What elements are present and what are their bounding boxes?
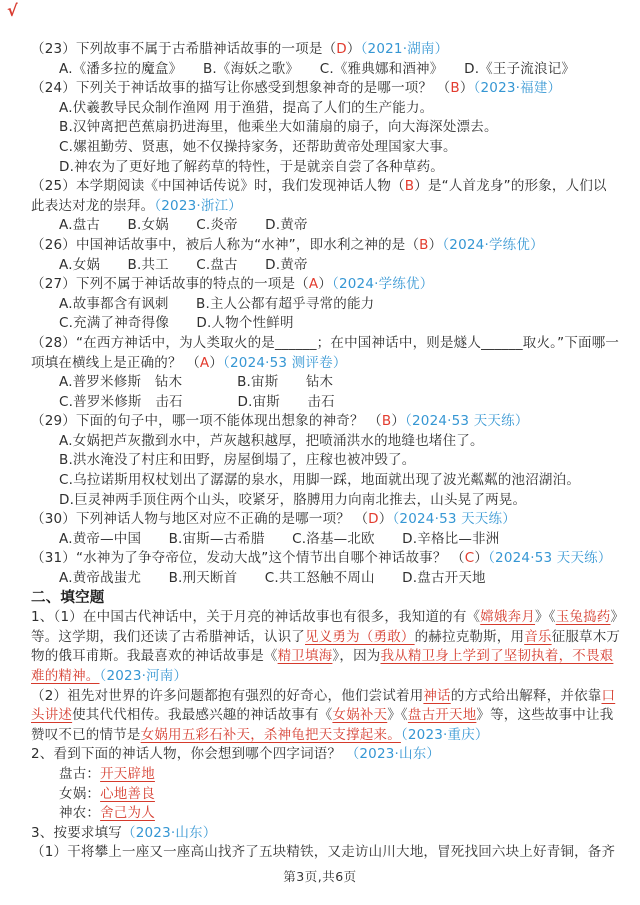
source-tag: （2023·河南）: [99, 668, 188, 684]
text-segment: ）: [474, 550, 489, 567]
answer-letter: B: [450, 80, 460, 97]
filled-answer-text: 心地善良: [100, 785, 155, 802]
fill-2-shennong: [31, 804, 625, 824]
fill-1-1-line2: [31, 628, 625, 648]
text-segment: 盘古：: [59, 765, 101, 782]
question-23-options: [31, 60, 625, 80]
source-tag: （2024·53 天天练）: [488, 550, 612, 567]
question-24-option-d: [31, 158, 625, 178]
text-segment: ）: [459, 80, 474, 97]
source-tag: （2023·浙江）: [154, 197, 243, 214]
text-segment: A.女娲把芦灰撒到水中，芦灰越积越厚，把喷涌洪水的地缝也堵住了。: [59, 432, 484, 449]
text-segment: （30）下列神话人物与地区对应不正确的是哪一项？ （: [31, 511, 369, 528]
section-heading: [31, 589, 625, 609]
question-28-cont: [31, 354, 625, 374]
text-segment: 1、（1）在中国古代神话中，关于月亮的神话故事也有很多，我知道的有《: [31, 609, 481, 626]
text-segment: A.黄帝战蚩尤 B.刑天断首 C.共工怒触不周山 D.盘古开天地: [59, 570, 486, 587]
filled-answer-text: 玉兔捣药: [555, 609, 611, 626]
question-24-option-c: [31, 138, 625, 158]
fill-1-2-line1: [31, 687, 625, 707]
text-segment: （31）“水神为了争夺帝位，发动大战”这个情节出自哪个神话故事？ （: [31, 550, 465, 567]
filled-answer-text: 开天辟地: [100, 765, 155, 782]
filled-answer-text: 精卫填海: [277, 648, 333, 665]
fill-3: [31, 824, 625, 844]
question-29-option-c: [31, 471, 625, 491]
answer-letter: C: [464, 550, 475, 567]
fill-1-1-line1: [31, 608, 625, 628]
text-segment: 》等，这些故事中让我: [476, 707, 614, 724]
filled-answer-text: 音乐: [524, 628, 552, 645]
fill-2-pangu: [31, 765, 625, 785]
page-footer: 第3页,共6页: [283, 869, 357, 884]
text-segment: （29）下面的句子中，哪一项不能体现出想象的神奇？ （: [31, 413, 382, 430]
question-27-options-ab: [31, 295, 625, 315]
source-tag: （2023·福建）: [473, 80, 562, 97]
text-segment: 3、按要求填写: [31, 824, 122, 841]
source-tag: （2024·53 测评卷）: [223, 354, 347, 371]
text-segment: 》《: [387, 707, 408, 724]
question-28: [31, 334, 625, 354]
filled-answer-text: 盘古开天地: [407, 707, 477, 724]
fill-3-1: [31, 843, 625, 863]
question-25-options: [31, 216, 625, 236]
source-tag: （2023·重庆）: [400, 726, 489, 743]
text-segment: （26）中国神话故事中，被后人称为“水神”，即水利之神的是（: [31, 236, 420, 253]
question-29: [31, 412, 625, 432]
question-29-option-b: [31, 451, 625, 471]
text-segment: （24）下列关于神话故事的描写让你感受到想象神奇的是哪一项？ （: [31, 80, 451, 97]
answer-letter: B: [381, 413, 392, 430]
filled-answer-text: 女娲用五彩石补天，杀神龟把天支撑起来。: [140, 726, 401, 743]
text-segment: 物的俄耳甫斯。我最喜欢的神话故事是《: [31, 648, 278, 665]
filled-answer-text: 神话: [423, 687, 451, 704]
text-segment: 此表达对龙的崇拜。: [31, 197, 155, 214]
question-30-options: [31, 530, 625, 550]
text-segment: A.伏羲教导民众制作渔网 用于渔猎，提高了人们的生产能力。: [59, 99, 434, 116]
text-segment: ）: [346, 41, 361, 57]
fill-1-2-line2: [31, 706, 625, 726]
text-segment: 项填在横线上是正确的？ （: [31, 354, 200, 371]
question-25-cont: [31, 197, 625, 217]
text-segment: B.洪水淹没了村庄和田野，房屋倒塌了，庄稼也被冲毁了。: [59, 452, 416, 469]
text-segment: 的赫拉克勒斯，用: [414, 628, 525, 645]
source-tag: （2024·53 天天练）: [392, 511, 516, 528]
text-segment: 》，因为: [332, 648, 381, 665]
fill-1-2-line3: [31, 726, 625, 746]
text-segment: 2、看到下面的神话人物，你会想到哪个四字词语？: [31, 746, 346, 763]
text-segment: （2）祖先对世界的许多问题都抱有强烈的好奇心，他们尝试着用: [31, 687, 424, 704]
source-tag: （2024·53 天天练）: [405, 413, 529, 430]
text-segment: （28）“在西方神话中，为人类取火的是______；在中国神话中，则是燧人______取火。”下面哪一: [31, 334, 620, 351]
text-segment: D.神农为了更好地了解药草的特性，于是就亲自尝了各种草药。: [59, 158, 444, 175]
text-segment: ）: [209, 354, 224, 371]
source-tag: （2023·山东）: [122, 824, 217, 841]
filled-answer-text: 女娲补天: [332, 707, 388, 724]
question-25: [31, 177, 625, 197]
red-checkmark: √: [7, 1, 18, 20]
answer-letter: A: [308, 276, 319, 293]
filled-answer-text: 口: [601, 687, 616, 704]
text-segment: B.汉钟离把芭蕉扇扔进海里，他乘坐大如蒲扇的扇子，向大海深处漂去。: [59, 119, 498, 136]
text-segment: ）: [428, 236, 443, 253]
filled-answer-text: 我从精卫身上学到了坚韧执着，不畏艰: [380, 648, 614, 665]
text-segment: A.盘古 B.女娲 C.炎帝 D.黄帝: [59, 217, 308, 234]
text-segment: ）: [318, 276, 333, 293]
text-segment: 》: [610, 609, 625, 626]
text-segment: C.嫘祖勤劳、贤惠，她不仅操持家务，还帮助黄帝处理国家大事。: [59, 138, 457, 155]
text-segment: C.乌拉诺斯用权杖划出了潺潺的泉水，用脚一踩，地面就出现了波光粼粼的池沼湖泊。: [59, 472, 581, 489]
text-segment: C.充满了神奇得像 D.人物个性鲜明: [59, 315, 294, 332]
fill-2: [31, 745, 625, 765]
question-24-option-a: [31, 99, 625, 119]
text-segment: A.故事都含有讽刺 B.主人公都有超乎寻常的能力: [59, 295, 375, 312]
filled-answer-text: 头讲述: [31, 707, 73, 724]
source-tag: （2024·学练优）: [442, 236, 544, 253]
question-30: [31, 510, 625, 530]
answer-letter: B: [419, 236, 429, 253]
text-segment: ）是“人首龙身”的形象，人们以: [414, 178, 607, 195]
text-segment: （1）干将攀上一座又一座高山找齐了五块精铁，又走访山川大地，冒死找回六块上好青铜，备齐: [31, 844, 616, 861]
answer-letter: B: [404, 178, 415, 195]
question-28-options-ab: [31, 373, 625, 393]
text-segment: ）: [391, 413, 406, 430]
question-31: [31, 549, 625, 569]
text-segment: 的方式给出解释，并依靠: [450, 687, 602, 704]
text-segment: A.《潘多拉的魔盒》 B.《海妖之歌》 C.《雅典娜和酒神》 D.《王子流浪记》: [59, 60, 576, 77]
text-segment: 等。这学期，我们还读了古希腊神话，认识了: [31, 628, 305, 645]
text-segment: 使其代代相传。我最感兴趣的神话故事有《: [72, 707, 333, 724]
document-lines: [31, 40, 625, 863]
filled-answer-text: 舍己为人: [100, 805, 155, 822]
text-segment: 》《: [535, 609, 556, 626]
question-26-options: [31, 256, 625, 276]
fill-2-nuwa: [31, 785, 625, 805]
text-segment: C.普罗米修斯 击石 D.宙斯 击石: [59, 393, 335, 410]
text-segment: 征服草木万: [551, 628, 621, 645]
question-29-option-a: [31, 432, 625, 452]
text-segment: （23）下列故事不属于古希腊神话故事的一项是（: [31, 41, 337, 57]
source-tag: （2023·山东）: [345, 746, 441, 763]
filled-answer-text: 见义勇为（勇敢）: [305, 628, 415, 645]
text-segment: A.女娲 B.共工 C.盘古 D.黄帝: [59, 256, 308, 273]
text-segment: 女娲：: [59, 785, 101, 802]
text-segment: A.普罗米修斯 钻木 B.宙斯 钻木: [59, 374, 334, 391]
question-26: [31, 236, 625, 256]
text-segment: A.黄帝—中国 B.宙斯—古希腊 C.洛基—北欧 D.辛格比—非洲: [59, 530, 500, 547]
question-29-option-d: [31, 491, 625, 511]
question-28-options-cd: [31, 393, 625, 413]
question-23: [31, 40, 625, 60]
fill-1-1-line4: [31, 667, 625, 687]
answer-letter: D: [336, 41, 347, 57]
question-24-option-b: [31, 118, 625, 138]
section-title: 二、填空题: [31, 589, 105, 606]
text-segment: （27）下列不属于神话故事的特点的一项是（: [31, 276, 309, 293]
text-segment: ）: [378, 511, 393, 528]
fill-1-1-line3: [31, 647, 625, 667]
question-27: [31, 275, 625, 295]
text-segment: （25）本学期阅读《中国神话传说》时，我们发现神话人物（: [31, 178, 405, 195]
filled-answer-text: 难的精神。: [31, 668, 100, 684]
text-segment: 神农：: [59, 805, 101, 822]
text-segment: D.巨灵神两手顶住两个山头，咬紧牙，胳膊用力向南北推去，山头晃了两晃。: [59, 491, 527, 508]
filled-answer-text: 嫦娥奔月: [480, 609, 536, 626]
text-segment: 赞叹不已的情节是: [31, 726, 141, 743]
question-24: [31, 79, 625, 99]
source-tag: （2024·学练优）: [332, 276, 434, 293]
answer-letter: D: [368, 511, 379, 528]
answer-letter: A: [199, 354, 210, 371]
source-tag: （2021·湖南）: [360, 41, 449, 57]
question-27-options-cd: [31, 314, 625, 334]
question-31-options: [31, 569, 625, 589]
